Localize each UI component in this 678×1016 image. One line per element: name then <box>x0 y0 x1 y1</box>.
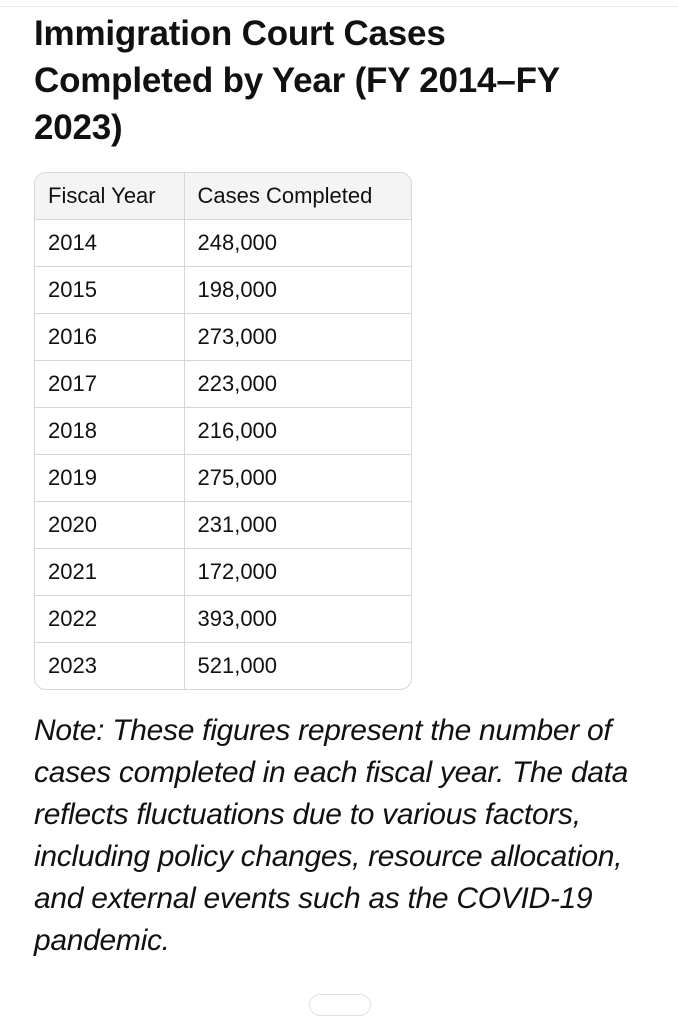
cases-completed-cell: 521,000 <box>184 643 411 690</box>
fiscal-year-cell: 2015 <box>35 267 184 314</box>
table-row <box>35 408 411 455</box>
cases-completed-cell: 198,000 <box>184 267 411 314</box>
table-row <box>35 220 411 267</box>
table-note: Note: These figures represent the number of cases completed in each fiscal year. The data reflects fluctuations due to various factors, including policy changes, resource allocation, and external events such as the COVID-19 pandemic. <box>34 714 629 957</box>
table-row <box>35 455 411 502</box>
fiscal-year-cell: 2020 <box>35 502 184 549</box>
cases-completed-cell: 216,000 <box>184 408 411 455</box>
top-divider <box>0 0 678 7</box>
table-row <box>35 643 411 690</box>
cases-table-container <box>34 172 412 690</box>
cases-completed-cell: 231,000 <box>184 502 411 549</box>
document-content <box>34 10 644 992</box>
page-title: Immigration Court Cases Completed by Year (FY 2014–FY 2023) <box>34 14 560 147</box>
table-row <box>35 596 411 643</box>
cases-completed-cell: 223,000 <box>184 361 411 408</box>
scroll-indicator[interactable] <box>309 994 371 1016</box>
table-row <box>35 502 411 549</box>
fiscal-year-cell: 2018 <box>35 408 184 455</box>
cases-completed-cell: 172,000 <box>184 549 411 596</box>
fiscal-year-cell: 2017 <box>35 361 184 408</box>
cases-completed-cell: 393,000 <box>184 596 411 643</box>
table-row <box>35 549 411 596</box>
cases-table <box>35 173 411 689</box>
fiscal-year-cell: 2021 <box>35 549 184 596</box>
table-header-row <box>35 173 411 220</box>
table-row <box>35 314 411 361</box>
fiscal-year-cell: 2016 <box>35 314 184 361</box>
fiscal-year-cell: 2023 <box>35 643 184 690</box>
fiscal-year-cell: 2019 <box>35 455 184 502</box>
fiscal-year-cell: 2014 <box>48 230 97 255</box>
cases-completed-cell: 275,000 <box>184 455 411 502</box>
table-row <box>35 361 411 408</box>
cases-completed-header: Cases Completed <box>184 173 411 220</box>
cases-completed-cell: 273,000 <box>184 314 411 361</box>
fiscal-year-cell: 2022 <box>35 596 184 643</box>
table-row <box>35 267 411 314</box>
table-body <box>35 220 411 690</box>
table-header <box>35 173 411 220</box>
cases-completed-cell: 248,000 <box>184 220 411 267</box>
fiscal-year-header: Fiscal Year <box>35 173 184 220</box>
